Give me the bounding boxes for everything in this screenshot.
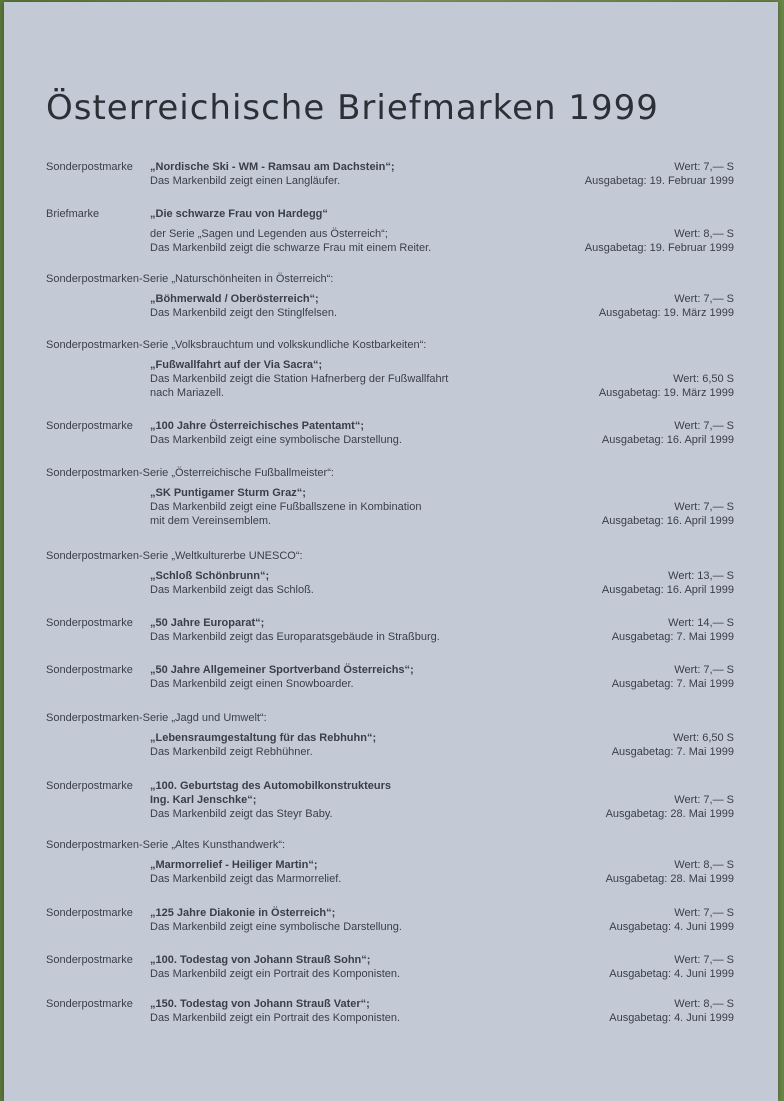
issue-date: Ausgabetag: 4. Juni 1999 [609, 968, 734, 980]
issue-date: Ausgabetag: 28. Mai 1999 [605, 808, 734, 820]
stamp-body [150, 616, 440, 644]
issue-date: Ausgabetag: 7. Mai 1999 [611, 746, 734, 758]
stamp-body [150, 419, 402, 447]
stamp-type: Sonderpostmarke [46, 780, 133, 792]
stamp-body [150, 906, 402, 934]
stamp-value: Wert: 7,— S [674, 293, 734, 305]
stamp-value: Wert: 8,— S [674, 998, 734, 1010]
issue-date: Ausgabetag: 19. Februar 1999 [584, 175, 734, 187]
series-heading: Sonderpostmarken-Serie „Österreichische Fußballmeister“: [46, 467, 334, 479]
stamp-description: Das Markenbild zeigt die Station Hafnerberg der Fußwallfahrt [150, 373, 449, 385]
stamp-value: Wert: 7,— S [674, 664, 734, 676]
stamp-description: Das Markenbild zeigt das Europaratsgebäude in Straßburg. [150, 631, 440, 643]
stamp-description: Das Markenbild zeigt eine symbolische Darstellung. [150, 434, 402, 446]
stamp-description: Das Markenbild zeigt das Schloß. [150, 584, 314, 596]
issue-date: Ausgabetag: 16. April 1999 [601, 434, 734, 446]
stamp-type: Sonderpostmarke [46, 664, 133, 676]
issue-date: Ausgabetag: 7. Mai 1999 [611, 631, 734, 643]
stamp-type: Sonderpostmarke [46, 998, 133, 1010]
stamp-value: Wert: 8,— S [674, 859, 734, 871]
stamp-type: Sonderpostmarke [46, 954, 133, 966]
stamp-body [150, 486, 421, 528]
issue-date: Ausgabetag: 16. April 1999 [601, 515, 734, 527]
stamp-description: Das Markenbild zeigt einen Langläufer. [150, 175, 341, 187]
series-heading: Sonderpostmarken-Serie „Altes Kunsthandwerk“: [46, 839, 286, 851]
stamp-body [150, 779, 391, 821]
stamp-description: Das Markenbild zeigt das Marmorrelief. [150, 873, 342, 885]
stamp-description: Das Markenbild zeigt Rebhühner. [150, 746, 313, 758]
stamp-name: „Die schwarze Frau von Hardegg“ [150, 208, 328, 220]
stamp-body [150, 292, 337, 320]
issue-date: Ausgabetag: 28. Mai 1999 [605, 873, 734, 885]
stamp-body [150, 663, 414, 691]
series-heading: Sonderpostmarken-Serie „Weltkulturerbe UNESCO“: [46, 550, 303, 562]
stamp-body [150, 997, 400, 1025]
stamp-description: Das Markenbild zeigt den Stinglfelsen. [150, 307, 338, 319]
issue-date: Ausgabetag: 16. April 1999 [601, 584, 734, 596]
stamp-value: Wert: 13,— S [668, 570, 734, 582]
stamp-name: „Marmorrelief - Heiliger Martin“; [150, 859, 318, 871]
stamp-name: „Böhmerwald / Oberösterreich“; [150, 293, 319, 305]
stamp-name: „150. Todestag von Johann Strauß Vater“; [150, 998, 370, 1010]
stamp-body [150, 858, 341, 886]
stamp-name: „Nordische Ski - WM - Ramsau am Dachstein“; [150, 161, 395, 173]
stamp-body [150, 358, 448, 400]
stamp-name: „125 Jahre Diakonie in Österreich“; [150, 907, 336, 919]
series-heading: Sonderpostmarken-Serie „Volksbrauchtum und volkskundliche Kostbarkeiten“: [46, 339, 427, 351]
stamp-value: Wert: 14,— S [668, 617, 734, 629]
stamp-name: „100. Todestag von Johann Strauß Sohn“; [150, 954, 371, 966]
stamp-type: Sonderpostmarke [46, 420, 133, 432]
stamp-type: Briefmarke [46, 208, 100, 220]
page-title: Österreichische Briefmarken 1999 [46, 88, 659, 128]
series-heading: Sonderpostmarken-Serie „Jagd und Umwelt“: [46, 712, 267, 724]
issue-date: Ausgabetag: 4. Juni 1999 [609, 921, 734, 933]
stamp-description: mit dem Vereinsemblem. [150, 515, 272, 527]
stamp-body [150, 207, 431, 255]
stamp-description: Das Markenbild zeigt einen Snowboarder. [150, 678, 354, 690]
stamp-type: Sonderpostmarke [46, 161, 133, 173]
stamp-name: „Fußwallfahrt auf der Via Sacra“; [150, 359, 323, 371]
stamp-value: Wert: 7,— S [674, 954, 734, 966]
stamp-series-line: der Serie „Sagen und Legenden aus Österreich“; [150, 228, 388, 240]
series-heading: Sonderpostmarken-Serie „Naturschönheiten in Österreich“: [46, 273, 334, 285]
stamp-value: Wert: 7,— S [674, 161, 734, 173]
stamp-name: „Lebensraumgestaltung für das Rebhuhn“; [150, 732, 377, 744]
stamp-body [150, 569, 314, 597]
stamp-description: Das Markenbild zeigt eine symbolische Darstellung. [150, 921, 402, 933]
stamp-description: Das Markenbild zeigt eine Fußballszene in Kombination [150, 501, 422, 513]
stamp-body [150, 160, 395, 188]
stamp-name: „SK Puntigamer Sturm Graz“; [150, 487, 306, 499]
stamp-value: Wert: 7,— S [674, 420, 734, 432]
stamp-name-cont: Ing. Karl Jenschke“; [150, 794, 257, 806]
issue-date: Ausgabetag: 7. Mai 1999 [611, 678, 734, 690]
stamp-type: Sonderpostmarke [46, 907, 133, 919]
stamp-value: Wert: 7,— S [674, 501, 734, 513]
stamp-value: Wert: 8,— S [674, 228, 734, 240]
stamp-value: Wert: 6,50 S [673, 373, 734, 385]
issue-date: Ausgabetag: 19. Februar 1999 [584, 242, 734, 254]
stamp-name: „100 Jahre Österreichisches Patentamt“; [150, 420, 364, 432]
stamp-value: Wert: 6,50 S [673, 732, 734, 744]
stamp-body [150, 731, 376, 759]
issue-date: Ausgabetag: 19. März 1999 [598, 307, 734, 319]
stamp-description: Das Markenbild zeigt ein Portrait des Komponisten. [150, 968, 401, 980]
stamp-name: „50 Jahre Allgemeiner Sportverband Österreichs“; [150, 664, 414, 676]
stamp-description: nach Mariazell. [150, 387, 224, 399]
stamp-value: Wert: 7,— S [674, 794, 734, 806]
stamp-name: „100. Geburtstag des Automobilkonstrukteurs [150, 780, 392, 792]
stamp-name: „50 Jahre Europarat“; [150, 617, 265, 629]
stamp-body [150, 953, 400, 981]
stamp-description: Das Markenbild zeigt ein Portrait des Komponisten. [150, 1012, 401, 1024]
stamp-description: Das Markenbild zeigt das Steyr Baby. [150, 808, 333, 820]
stamp-value: Wert: 7,— S [674, 907, 734, 919]
issue-date: Ausgabetag: 19. März 1999 [598, 387, 734, 399]
stamp-type: Sonderpostmarke [46, 617, 133, 629]
stamp-name: „Schloß Schönbrunn“; [150, 570, 270, 582]
issue-date: Ausgabetag: 4. Juni 1999 [609, 1012, 734, 1024]
stamp-description: Das Markenbild zeigt die schwarze Frau mit einem Reiter. [150, 242, 432, 254]
